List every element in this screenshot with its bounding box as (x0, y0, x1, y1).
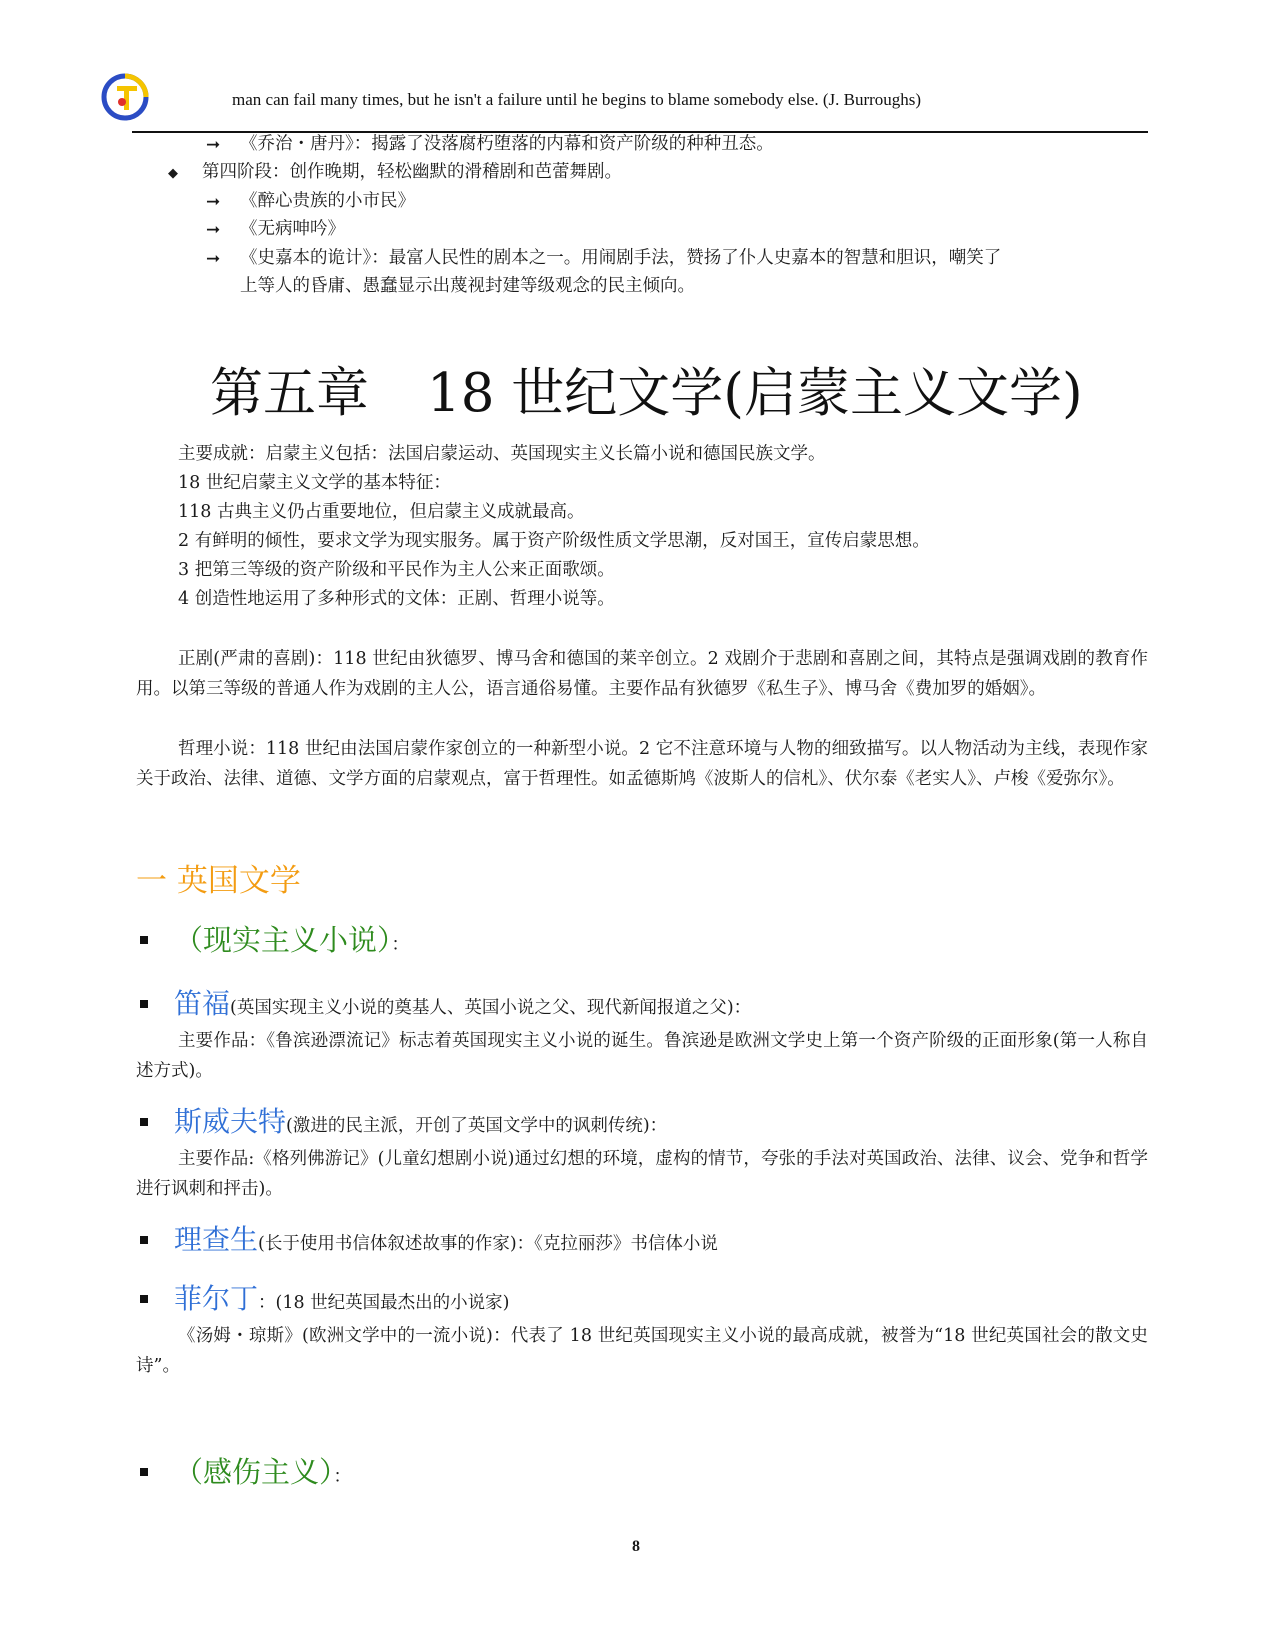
page-number: 8 (632, 1538, 640, 1555)
sentimental-suffix: ： (333, 1467, 352, 1487)
sentimental-title: （感伤主义） (174, 1455, 334, 1489)
list-item: 《史嘉本的诡计》：最富人民性的剧本之一。用闹剧手法，赞扬了仆人史嘉本的智慧和胆识，嘲笑了 (240, 248, 1002, 268)
chapter-label: 第五章 (210, 363, 369, 424)
right-arrow-icon: ➞ (206, 135, 221, 155)
author-swift (174, 1100, 667, 1140)
summary-line: 3 把第三等级的资产阶级和平民作为主人公来正面歌颂。 (178, 560, 615, 580)
author-note: (长于使用书信体叙述故事的作家)：《克拉丽莎》书信体小说 (258, 1234, 718, 1254)
author-name: 菲尔丁 (174, 1282, 259, 1315)
defoe-works: 主要作品：《鲁滨逊漂流记》标志着英国现实主义小说的诞生。鲁滨逊是欧洲文学史上第一个资产阶级的正面形象(第一人称自述方式)。 (136, 1031, 1148, 1081)
summary-line: 2 有鲜明的倾性，要求文学为现实服务。属于资产阶级性质文学思潮，反对国王，宣传启蒙思想。 (178, 531, 930, 551)
author-name: 理查生 (174, 1223, 259, 1256)
author-note: (英国实现主义小说的奠基人、英国小说之父、现代新闻报道之父)： (230, 998, 752, 1018)
summary-line: 主要成就：启蒙主义包括：法国启蒙运动、英国现实主义长篇小说和德国民族文学。 (178, 444, 826, 464)
right-arrow-icon: ➞ (206, 192, 221, 212)
author-note: ：(18 世纪英国最杰出的小说家) (258, 1293, 510, 1313)
author-fielding (174, 1277, 510, 1317)
chapter-heading: 18 世纪文学(启蒙主义文学) (427, 363, 1083, 424)
realism-heading (174, 918, 409, 959)
author-name: 斯威夫特 (174, 1105, 287, 1138)
diamond-bullet-icon: ◆ (168, 166, 178, 181)
realism-suffix: ： (391, 935, 410, 955)
realism-title: （现实主义小说） (174, 923, 392, 957)
chapter-title (210, 362, 1083, 426)
summary-line: 4 创造性地运用了多种形式的文体：正剧、哲理小说等。 (178, 589, 615, 609)
square-bullet-icon (140, 936, 148, 944)
square-bullet-icon (140, 1000, 148, 1008)
logo-icon (100, 72, 150, 122)
right-arrow-icon: ➞ (206, 220, 221, 240)
list-item-continuation: 上等人的昏庸、愚蠢显示出蔑视封建等级观念的民主倾向。 (240, 276, 695, 296)
summary-line: 18 世纪启蒙主义文学的基本特征： (178, 473, 451, 493)
sentimental-heading (174, 1450, 351, 1491)
header-quote: man can fail many times, but he isn't a failure until he begins to blame somebody else. (J. Burroughs) (232, 90, 922, 109)
list-item: 《醉心贵族的小市民》 (240, 191, 415, 211)
square-bullet-icon (140, 1468, 148, 1476)
list-item: 《乔治・唐丹》：揭露了没落腐朽堕落的内幕和资产阶级的种种丑态。 (240, 134, 774, 154)
right-arrow-icon: ➞ (206, 249, 221, 269)
square-bullet-icon (140, 1118, 148, 1126)
author-defoe (174, 982, 751, 1022)
swift-works: 主要作品:《格列佛游记》(儿童幻想剧小说)通过幻想的环境，虚构的情节，夸张的手法对英国政治、法律、议会、党争和哲学进行讽刺和抨击)。 (136, 1149, 1148, 1199)
summary-line: 118 古典主义仍占重要地位，但启蒙主义成就最高。 (178, 502, 585, 522)
fielding-works: 《汤姆・琼斯》(欧洲文学中的一流小说)：代表了 18 世纪英国现实主义小说的最高成就，被誉为“18 世纪英国社会的散文史诗”。 (136, 1326, 1148, 1376)
author-note: (激进的民主派，开创了英国文学中的讽刺传统)： (286, 1116, 668, 1136)
square-bullet-icon (140, 1236, 148, 1244)
list-item: 《无病呻吟》 (240, 219, 345, 239)
novel-paragraph: 哲理小说：118 世纪由法国启蒙作家创立的一种新型小说。2 它不注意环境与人物的细致描写。以人物活动为主线，表现作家关于政治、法律、道德、文学方面的启蒙观点，富于哲理性。如孟德斯鸠《波斯人的信札》、伏尔泰《老实人》、卢梭《爱弥尔》。 (136, 739, 1148, 789)
author-richardson (174, 1218, 718, 1258)
section-title: 一 英国文学 (136, 863, 301, 899)
drama-paragraph: 正剧(严肃的喜剧)：118 世纪由狄德罗、博马舍和德国的莱辛创立。2 戏剧介于悲剧和喜剧之间，其特点是强调戏剧的教育作用。以第三等级的普通人作为戏剧的主人公，语言通俗易懂。主要作品有狄德罗《私生子》、博马舍《费加罗的婚姻》。 (136, 649, 1148, 699)
list-item: 第四阶段：创作晚期，轻松幽默的滑稽剧和芭蕾舞剧。 (202, 162, 622, 182)
square-bullet-icon (140, 1295, 148, 1303)
author-name: 笛福 (174, 987, 231, 1020)
